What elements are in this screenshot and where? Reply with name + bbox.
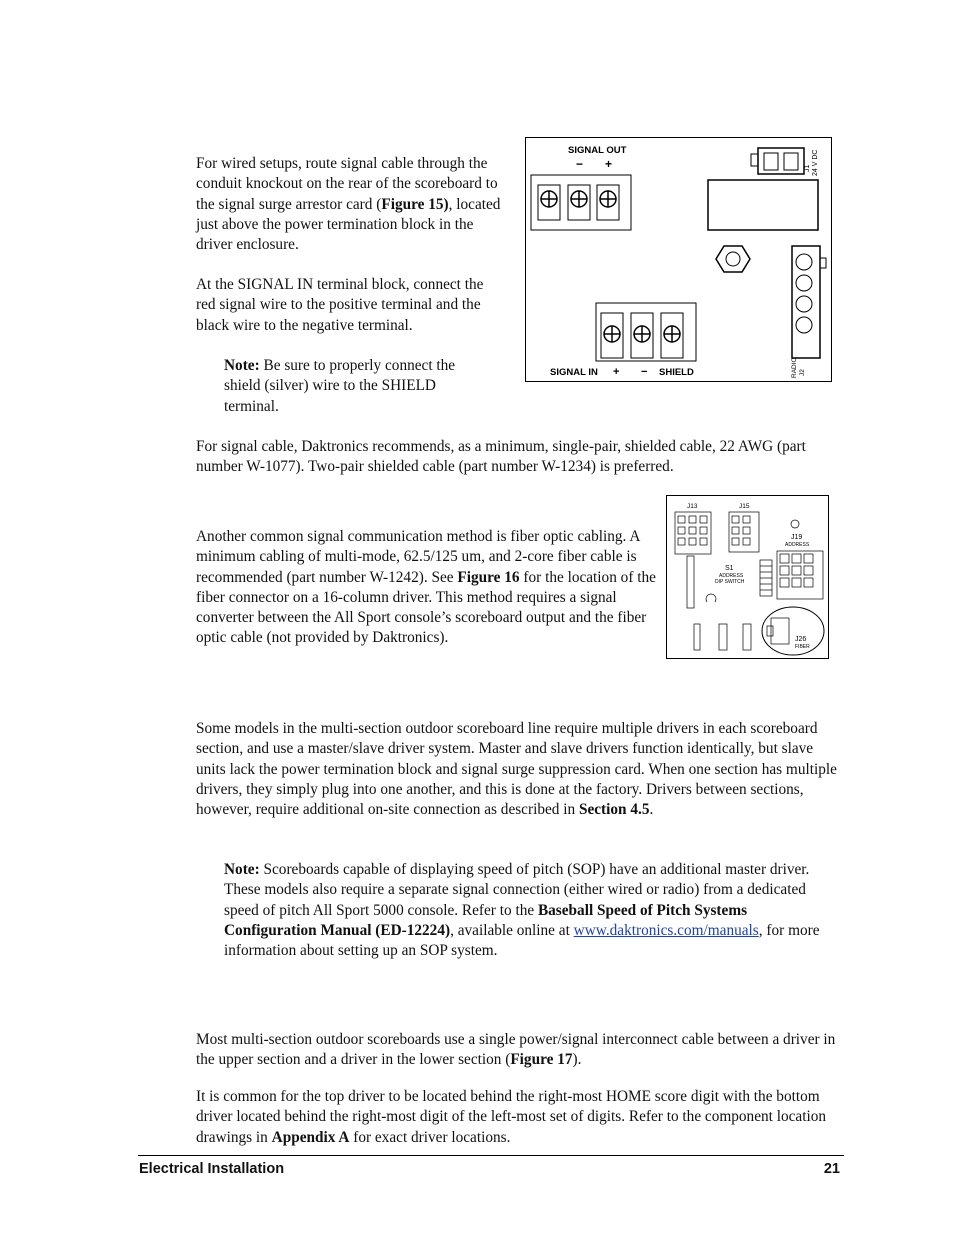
- paragraph-wired-setup: For wired setups, route signal cable through the conduit knockout on the rear of the scoreboard to the signal surge arrestor card (Figure 15), located just above the power termination block in the driver enclosure.: [196, 155, 501, 254]
- surge-suppressor: [708, 180, 818, 230]
- footer-section-title: Electrical Installation: [139, 1161, 285, 1177]
- sop-manual-ref: Baseball Speed of Pitch Systems Configuration Manual (ED-12224): [224, 901, 748, 939]
- vertical-component: [687, 556, 694, 608]
- svg-text:−: −: [576, 157, 584, 171]
- svg-text:+: +: [605, 157, 613, 171]
- j15-connector: [729, 512, 759, 552]
- signal-out-label: SIGNAL OUT: [568, 145, 627, 156]
- figure-17-ref: Figure 17: [510, 1051, 573, 1069]
- figure-16-fiber-driver: [666, 495, 829, 659]
- svg-text:DIP SWITCH: DIP SWITCH: [715, 579, 745, 585]
- svg-text:+: +: [613, 366, 620, 378]
- paragraph-cable-spec: For signal cable, Daktronics recommends, as a minimum, single-pair, shielded cable, 22 AWG (part number W-1077). Two-pair shielded cable (part number W-1234) is preferred.: [196, 438, 806, 476]
- note-shield: Note: Be sure to properly connect the shield (silver) wire to the SHIELD terminal.: [224, 357, 456, 415]
- paragraph-fiber-optic: Another common signal communication method is fiber optic cabling. A minimum cabling of multi-mode, 62.5/125 um, and 2-core fiber cable is recommended (part number W-1242). See Figure 16 for the location of the fiber connector on a 16-column driver. This method requires a signal converter between the All Sport console’s scoreboard output and the fiber optic cable (not provided by Daktronics).: [196, 528, 656, 647]
- s1-dip-switch: [760, 560, 772, 596]
- j13-connector: [675, 512, 711, 554]
- svg-text:J1: J1: [804, 164, 811, 172]
- figure-15-signal-card: [525, 137, 832, 382]
- section-4-5-ref: Section 4.5: [578, 801, 650, 819]
- svg-text:ADDRESS: ADDRESS: [719, 573, 744, 579]
- svg-text:FIBER: FIBER: [795, 644, 810, 650]
- j2-radio-connector: [792, 246, 826, 358]
- paragraph-interconnect-cable: Most multi-section outdoor scoreboards use a single power/signal interconnect cable between a driver in the upper section and a driver in the lower section (Figure 17).: [196, 1031, 836, 1069]
- signal-out-terminal-block: [531, 175, 631, 230]
- j1-power-connector: [751, 148, 804, 174]
- daktronics-manuals-link[interactable]: www.daktronics.com/manuals: [573, 921, 759, 939]
- appendix-a-ref: Appendix A: [271, 1128, 350, 1146]
- svg-text:J2: J2: [799, 369, 806, 376]
- shield-label: SHIELD: [659, 367, 694, 378]
- footer-page-number: 21: [823, 1161, 840, 1177]
- svg-text:RADIO: RADIO: [791, 357, 798, 378]
- signal-in-label: SIGNAL IN: [550, 367, 598, 378]
- svg-text:J13: J13: [687, 503, 698, 510]
- paragraph-signal-in: At the SIGNAL IN terminal block, connect the red signal wire to the positive terminal and the black wire to the negative terminal.: [196, 276, 484, 334]
- figure-15-ref: Figure 15): [381, 195, 449, 213]
- svg-text:ADDRESS: ADDRESS: [785, 542, 810, 548]
- svg-text:J15: J15: [739, 503, 750, 510]
- svg-text:−: −: [641, 366, 648, 378]
- j19-connector: [777, 551, 823, 599]
- svg-text:J26: J26: [795, 636, 807, 643]
- svg-text:J19: J19: [791, 534, 803, 541]
- footer-rule: [138, 1155, 844, 1156]
- svg-text:S1: S1: [725, 565, 734, 572]
- signal-in-terminal-block: [596, 303, 696, 361]
- paragraph-driver-location: It is common for the top driver to be located behind the right-most HOME score digit with the bottom driver located behind the right-most digit of the left-most set of digits. Refer to the component location drawings in Appendix A for exact driver locations.: [196, 1088, 826, 1146]
- svg-text:24 V DC: 24 V DC: [812, 149, 819, 176]
- note-speed-of-pitch: Note: Scoreboards capable of displaying speed of pitch (SOP) have an additional master driver. These models also require a separate signal connection (either wired or radio) from a dedicated speed of pitch All Sport 5000 console. Refer to the Baseball Speed of Pitch Systems Configuration Manual (ED-12224), available online at www.daktronics.com/manuals, for more information about setting up an SOP system.: [224, 861, 820, 960]
- figure-16-ref: Figure 16: [457, 568, 520, 586]
- j26-fiber-connector: [762, 607, 824, 655]
- paragraph-master-slave: Some models in the multi-section outdoor scoreboard line require multiple drivers in each scoreboard section, and use a master/slave driver system. Master and slave drivers function identically, but slave units lack the power termination block and signal surge suppression card. When one section has multiple drivers, they simply plug into one another, and this is done at the factory. Drivers between sections, however, require additional on-site connection as described in Section 4.5.: [196, 720, 837, 819]
- hex-standoff: [716, 246, 750, 272]
